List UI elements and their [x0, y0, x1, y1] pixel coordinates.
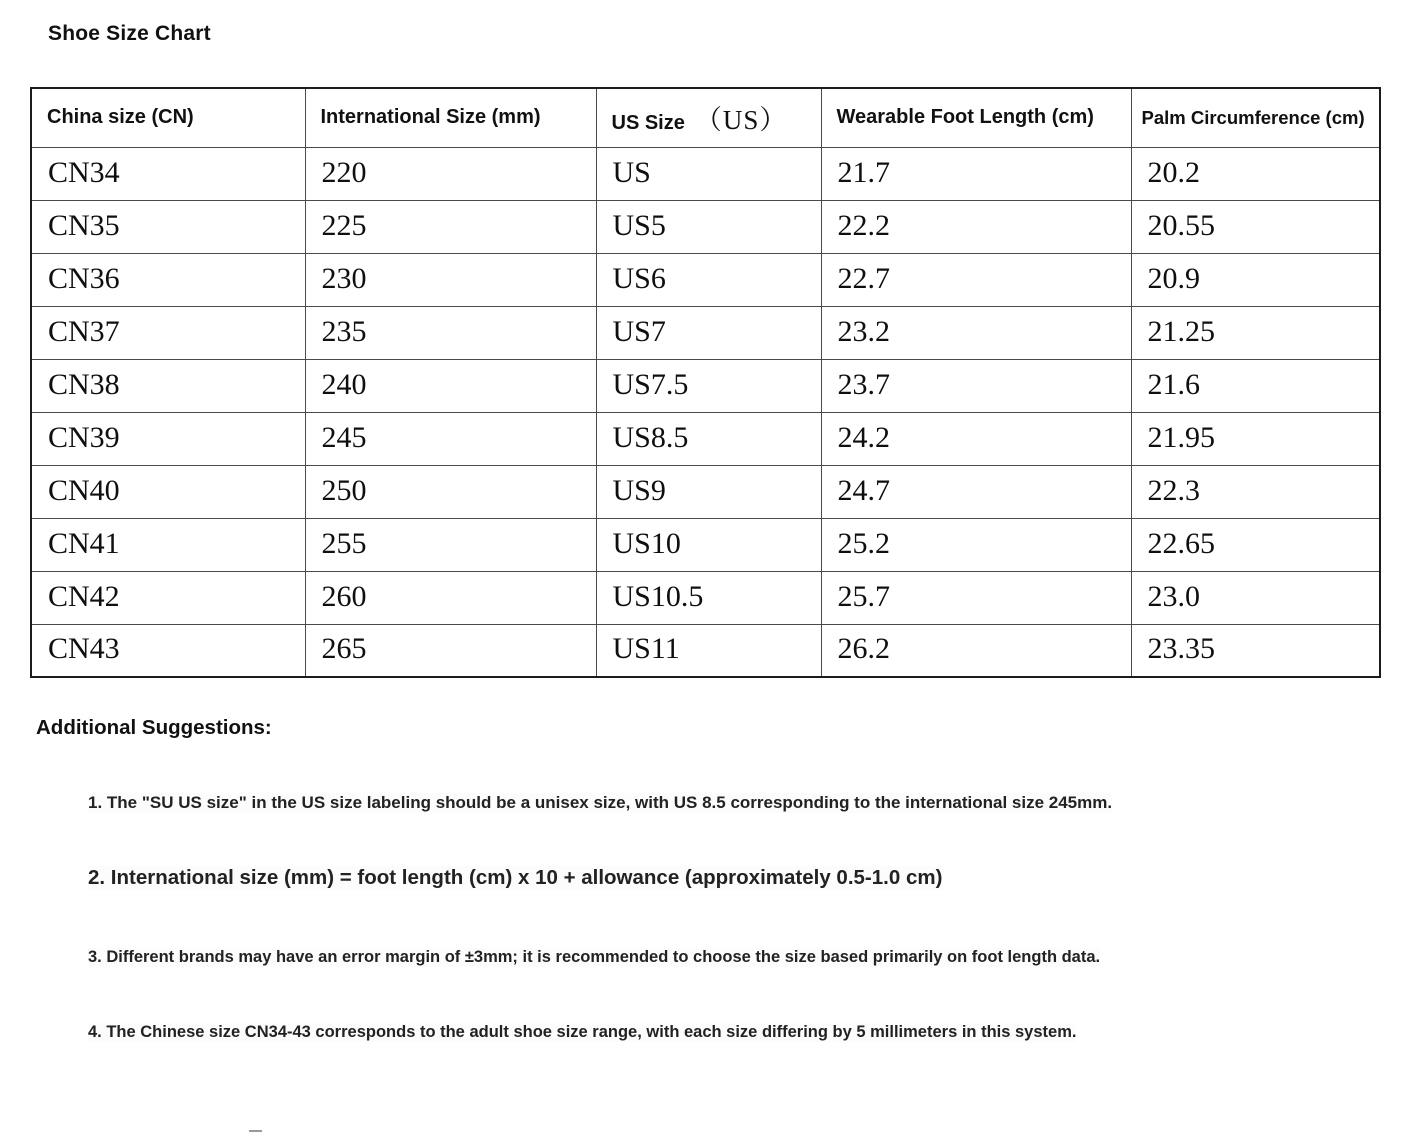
table-cell: CN35 — [31, 200, 305, 253]
table-cell: 25.7 — [821, 571, 1131, 624]
table-cell: CN37 — [31, 306, 305, 359]
table-cell: CN43 — [31, 624, 305, 677]
table-row — [31, 306, 1380, 359]
suggestion-note-2: 2. International size (mm) = foot length (cm) x 10 + allowance (approximately 0.5-1.0 cm) — [88, 866, 943, 889]
column-header-palm-circumference: Palm Circumference (cm) — [1131, 88, 1380, 147]
table-cell: US7.5 — [596, 359, 821, 412]
table-cell: 22.3 — [1131, 465, 1380, 518]
table-cell: US11 — [596, 624, 821, 677]
shoe-size-table — [30, 87, 1381, 678]
table-cell: US5 — [596, 200, 821, 253]
table-cell: CN36 — [31, 253, 305, 306]
table-row — [31, 253, 1380, 306]
table-cell: 22.7 — [821, 253, 1131, 306]
table-cell: 24.2 — [821, 412, 1131, 465]
suggestions-heading: Additional Suggestions: — [36, 716, 272, 739]
table-row — [31, 200, 1380, 253]
table-cell: 23.7 — [821, 359, 1131, 412]
table-row — [31, 624, 1380, 677]
column-header-international-size: International Size (mm) — [305, 88, 596, 147]
table-cell: 26.2 — [821, 624, 1131, 677]
table-cell: US — [596, 147, 821, 200]
table-cell: CN41 — [31, 518, 305, 571]
table-cell: 220 — [305, 147, 596, 200]
table-cell: US6 — [596, 253, 821, 306]
table-row — [31, 147, 1380, 200]
table-cell: 255 — [305, 518, 596, 571]
size-table-body — [31, 147, 1380, 677]
suggestion-note-3: 3. Different brands may have an error margin of ±3mm; it is recommended to choose the size based primarily on foot length data. — [88, 948, 1101, 966]
table-cell: US10.5 — [596, 571, 821, 624]
table-cell: 20.2 — [1131, 147, 1380, 200]
table-cell: 23.0 — [1131, 571, 1380, 624]
table-cell: 23.2 — [821, 306, 1131, 359]
table-cell: CN39 — [31, 412, 305, 465]
table-cell: 21.6 — [1131, 359, 1380, 412]
table-cell: CN40 — [31, 465, 305, 518]
suggestion-note-1: 1. The "SU US size" in the US size labeling should be a unisex size, with US 8.5 corresponding to the international size 245mm. — [88, 793, 1113, 812]
table-cell: CN38 — [31, 359, 305, 412]
table-cell: 20.9 — [1131, 253, 1380, 306]
column-header-foot-length: Wearable Foot Length (cm) — [821, 88, 1131, 147]
table-cell: US7 — [596, 306, 821, 359]
table-cell: US9 — [596, 465, 821, 518]
table-cell: CN34 — [31, 147, 305, 200]
table-row — [31, 465, 1380, 518]
table-cell: 260 — [305, 571, 596, 624]
table-cell: 225 — [305, 200, 596, 253]
table-cell: 25.2 — [821, 518, 1131, 571]
table-cell: 23.35 — [1131, 624, 1380, 677]
table-cell: 240 — [305, 359, 596, 412]
table-cell: 20.55 — [1131, 200, 1380, 253]
us-size-suffix: （US） — [694, 105, 788, 136]
table-row — [31, 359, 1380, 412]
table-cell: 24.7 — [821, 465, 1131, 518]
scan-artifact-dash — [249, 1130, 262, 1132]
table-cell: 21.95 — [1131, 412, 1380, 465]
table-cell: 21.7 — [821, 147, 1131, 200]
column-header-china-size: China size (CN) — [31, 88, 305, 147]
table-row — [31, 412, 1380, 465]
table-cell: CN42 — [31, 571, 305, 624]
suggestion-note-4: 4. The Chinese size CN34-43 corresponds to the adult shoe size range, with each size differing by 5 millimeters in this system. — [88, 1023, 1077, 1041]
table-cell: 22.65 — [1131, 518, 1380, 571]
table-cell: 265 — [305, 624, 596, 677]
column-header-us-size — [596, 88, 821, 147]
table-cell: 245 — [305, 412, 596, 465]
table-row — [31, 571, 1380, 624]
us-size-label: US Size — [611, 112, 685, 135]
table-cell: 230 — [305, 253, 596, 306]
page-title: Shoe Size Chart — [48, 22, 211, 45]
table-cell: US10 — [596, 518, 821, 571]
table-cell: 250 — [305, 465, 596, 518]
table-header — [31, 88, 1380, 147]
table-cell: 235 — [305, 306, 596, 359]
table-cell: 21.25 — [1131, 306, 1380, 359]
table-header-row — [31, 88, 1380, 147]
table-cell: 22.2 — [821, 200, 1131, 253]
table-row — [31, 518, 1380, 571]
table-cell: US8.5 — [596, 412, 821, 465]
